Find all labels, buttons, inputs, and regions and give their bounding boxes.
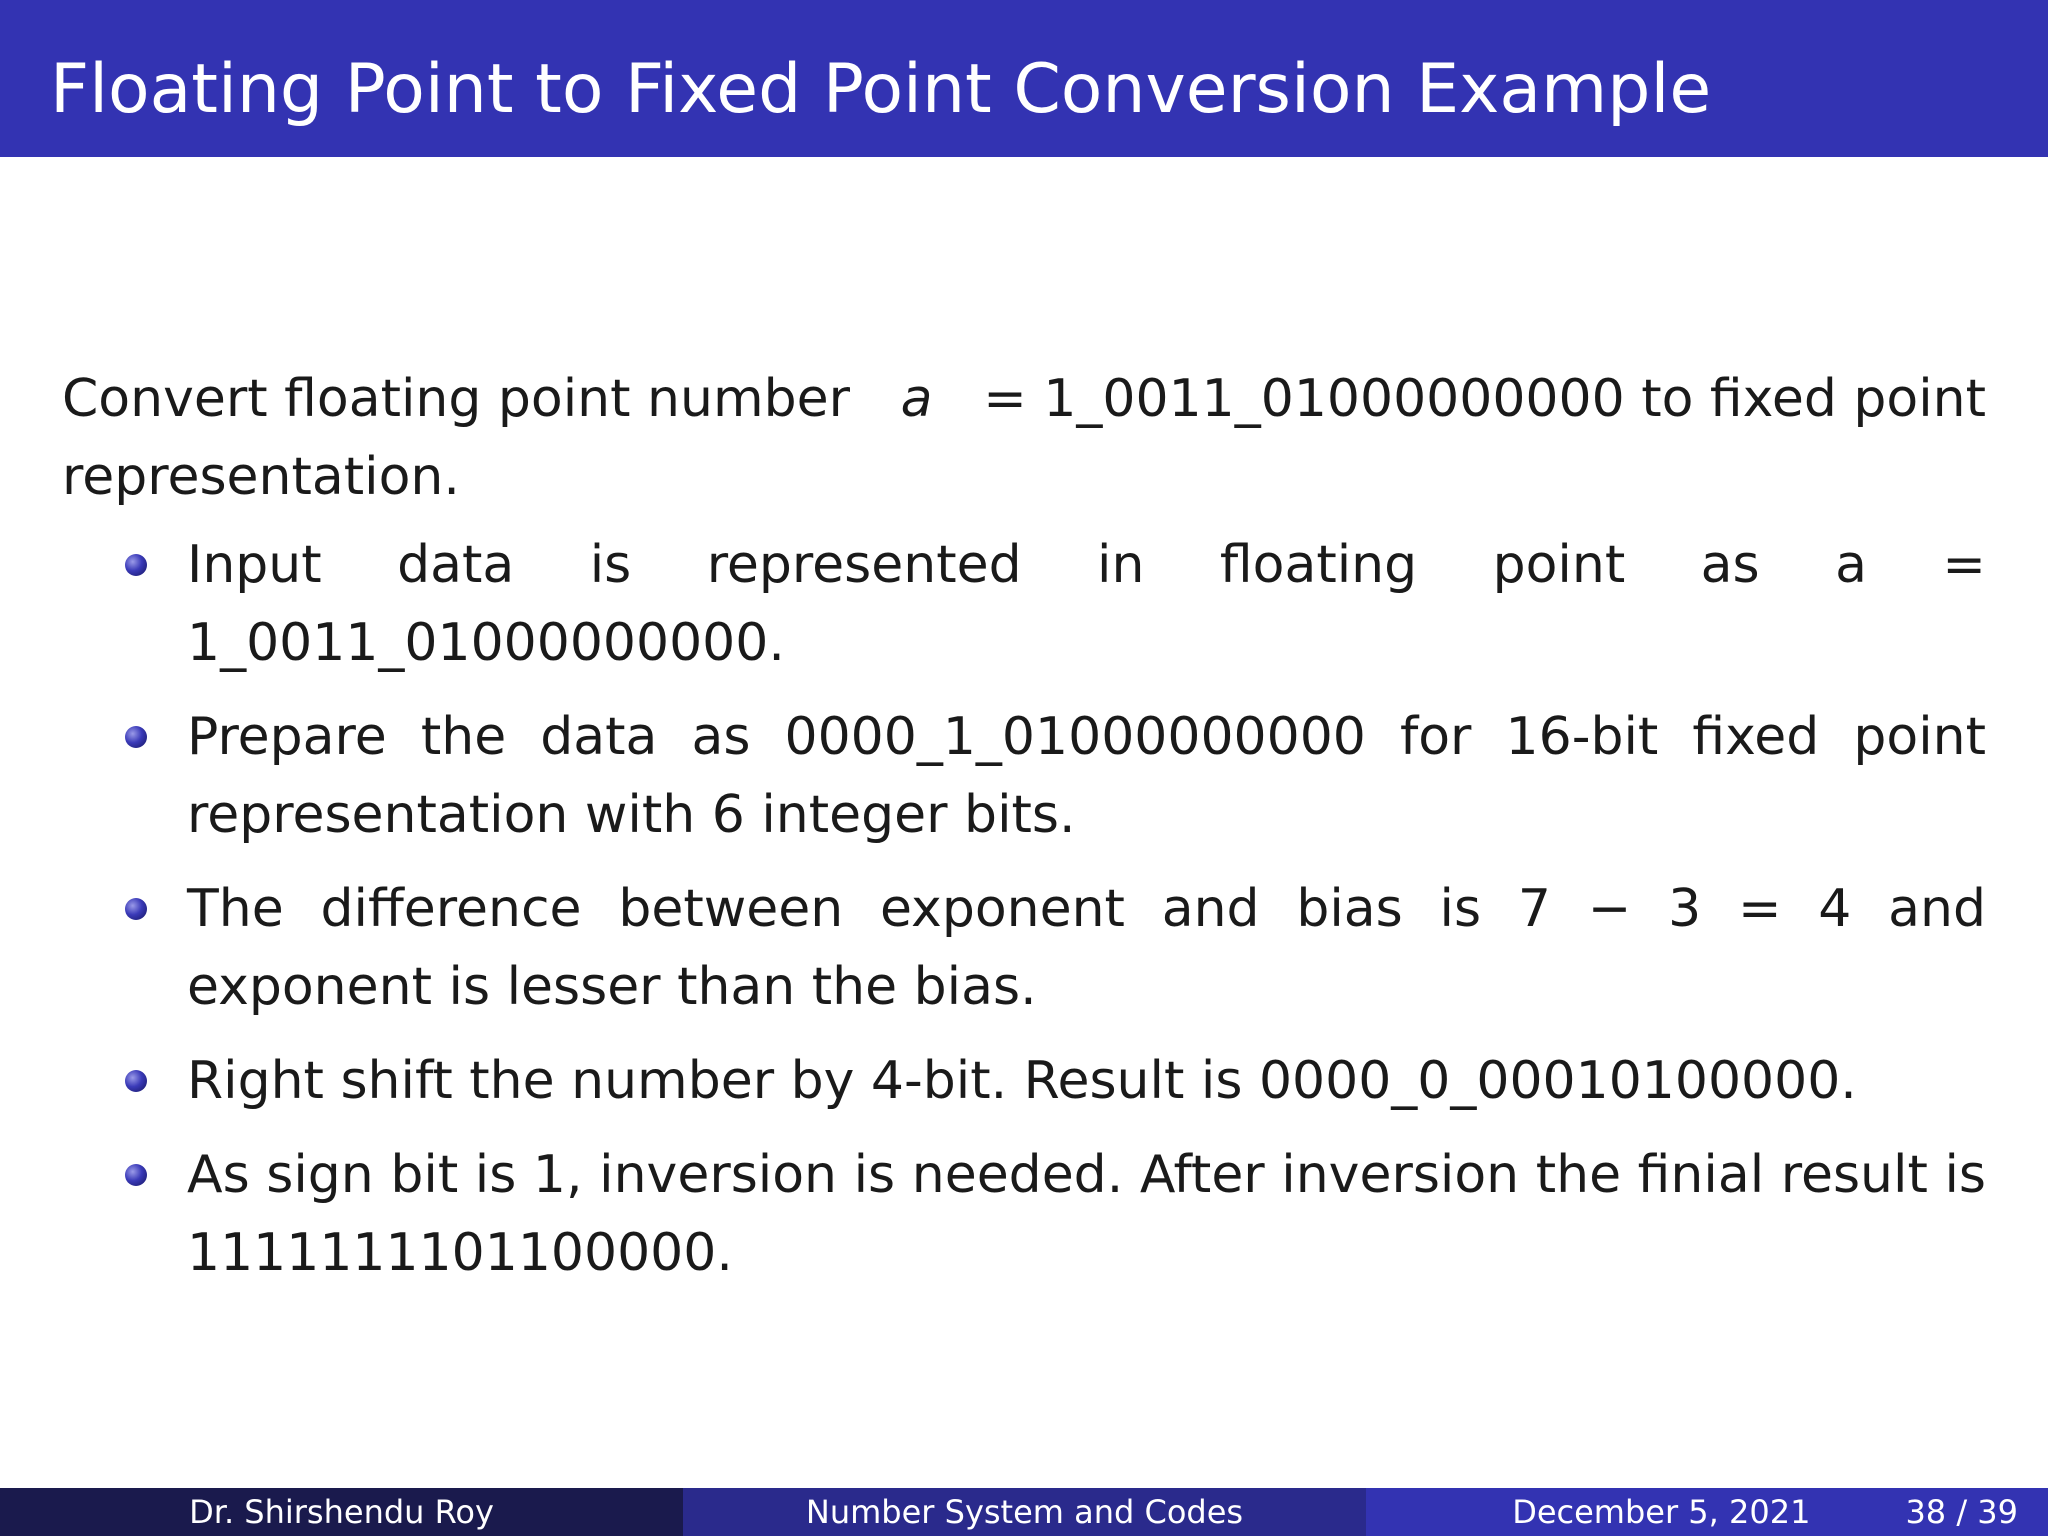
intro-text-end: = 1_0011_01000000000 to fixed point bbox=[983, 369, 1986, 429]
bullet-text: Prepare the data as 0000_1_01000000000 for 16-bit fixed point representation with 6 integer bits. bbox=[187, 707, 1986, 845]
intro-line-1 bbox=[62, 360, 1986, 438]
list-item bbox=[62, 1042, 1986, 1120]
bullet-list bbox=[62, 526, 1986, 1292]
slide-content bbox=[62, 360, 1986, 1308]
bullet-icon bbox=[125, 1070, 147, 1092]
slide-title: Floating Point to Fixed Point Conversion Example bbox=[50, 50, 1712, 129]
title-bar bbox=[0, 0, 2048, 157]
intro-paragraph bbox=[62, 360, 1986, 516]
footer-author: Dr. Shirshendu Roy bbox=[0, 1488, 683, 1536]
bullet-icon bbox=[125, 1164, 147, 1186]
bullet-icon bbox=[125, 726, 147, 748]
footer-course: Number System and Codes bbox=[683, 1488, 1366, 1536]
bullet-text: The difference between exponent and bias is 7 − 3 = 4 and exponent is lesser than the bias. bbox=[187, 879, 1986, 1017]
bullet-text: As sign bit is 1, inversion is needed. After inversion the finial result is 1111111101100000. bbox=[187, 1145, 1986, 1283]
bullet-text: Right shift the number by 4-bit. Result is 0000_0_00010100000. bbox=[187, 1051, 1857, 1111]
list-item bbox=[62, 870, 1986, 1026]
footer-date: December 5, 2021 bbox=[1512, 1493, 1811, 1531]
list-item bbox=[62, 526, 1986, 682]
list-item bbox=[62, 1136, 1986, 1292]
page-number: 38 / 39 bbox=[1905, 1493, 2018, 1531]
intro-text-start: Convert floating point number bbox=[62, 369, 850, 429]
footer-bar bbox=[0, 1488, 2048, 1536]
bullet-icon bbox=[125, 898, 147, 920]
bullet-text: Input data is represented in floating point as a = 1_0011_01000000000. bbox=[187, 535, 1986, 673]
footer-date-page bbox=[1366, 1488, 2048, 1536]
intro-variable: a bbox=[900, 369, 933, 429]
bullet-icon bbox=[125, 554, 147, 576]
intro-line-2: representation. bbox=[62, 447, 460, 507]
list-item bbox=[62, 698, 1986, 854]
